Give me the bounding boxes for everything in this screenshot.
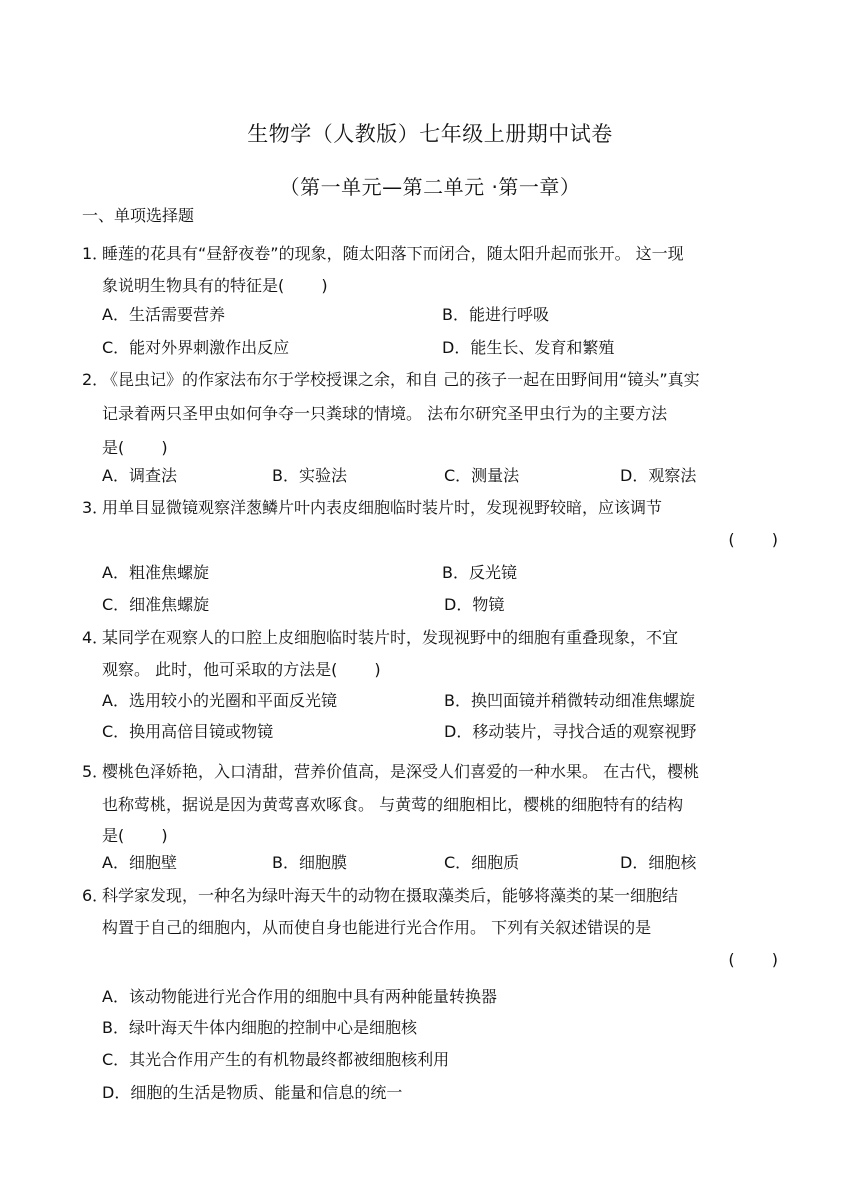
option-b: B．能进行呼吸 [442, 305, 549, 324]
option-b: B．实验法 [272, 466, 347, 485]
question-text: 观察。 此时，他可采取的方法是( ) [102, 660, 381, 679]
option-d: D．能生长、发育和繁殖 [442, 338, 615, 357]
option-c: C．能对外界刺激作出反应 [102, 338, 290, 357]
option-b: B．细胞膜 [272, 853, 347, 872]
exam-title: 生物学（人教版）七年级上册期中试卷 [247, 122, 613, 146]
option-d: D．细胞的生活是物质、能量和信息的统一 [102, 1083, 403, 1102]
option-a: A．细胞壁 [102, 853, 177, 872]
option-c: C．细准焦螺旋 [102, 595, 210, 614]
option-b: B．换凹面镜并稍微转动细准焦螺旋 [444, 691, 695, 710]
question-text: 是( ) [102, 438, 168, 457]
option-d: D．物镜 [444, 595, 505, 614]
question-number: 5． [82, 762, 109, 781]
question-text: 用单目显微镜观察洋葱鳞片叶内表皮细胞临时装片时，发现视野较暗，应该调节 [102, 498, 663, 517]
question-text: 《昆虫记》的作家法布尔于学校授课之余，和自 己的孩子一起在田野间用“镜头”真实 [102, 370, 700, 389]
option-c: C．细胞质 [444, 853, 520, 872]
option-a: A．该动物能进行光合作用的细胞中具有两种能量转换器 [102, 987, 497, 1006]
question-text: 象说明生物具有的特征是( ) [102, 276, 328, 295]
question-text: 构置于自己的细胞内，从而使自身也能进行光合作用。 下列有关叙述错误的是 [102, 918, 652, 937]
option-a: A．粗准焦螺旋 [102, 563, 209, 582]
question-number: 4． [82, 628, 109, 647]
option-a: A．选用较小的光圈和平面反光镜 [102, 691, 337, 710]
section-heading: 一、单项选择题 [82, 206, 195, 225]
option-c: C．换用高倍目镜或物镜 [102, 722, 274, 741]
answer-paren: ( ) [728, 530, 778, 549]
option-b: B．反光镜 [442, 563, 517, 582]
option-d: D．移动装片，寻找合适的观察视野 [444, 722, 697, 741]
question-number: 1． [82, 244, 109, 263]
question-number: 6． [82, 886, 109, 905]
answer-paren: ( ) [728, 950, 778, 969]
question-text: 某同学在观察人的口腔上皮细胞临时装片时，发现视野中的细胞有重叠现象，不宜 [102, 628, 679, 647]
question-number: 2． [82, 370, 109, 389]
question-text: 记录着两只圣甲虫如何争夺一只粪球的情境。 法布尔研究圣甲虫行为的主要方法 [102, 404, 668, 423]
question-text: 樱桃色泽娇艳，入口清甜，营养价值高，是深受人们喜爱的一种水果。 在古代，樱桃 [102, 762, 700, 781]
question-text: 科学家发现，一种名为绿叶海天牛的动物在摄取藻类后，能够将藻类的某一细胞结 [102, 886, 679, 905]
option-a: A．生活需要营养 [102, 305, 225, 324]
question-number: 3． [82, 498, 109, 517]
option-a: A．调查法 [102, 466, 177, 485]
question-text: 也称莺桃，据说是因为黄莺喜欢啄食。 与黄莺的细胞相比，樱桃的细胞特有的结构 [102, 795, 684, 814]
option-c: C．测量法 [444, 466, 520, 485]
question-text: 是( ) [102, 826, 168, 845]
question-text: 睡莲的花具有“昼舒夜卷”的现象，随太阳落下而闭合，随太阳升起而张开。 这一现 [102, 244, 684, 263]
option-b: B．绿叶海天牛体内细胞的控制中心是细胞核 [102, 1018, 417, 1037]
exam-subtitle: （第一单元—第二单元 ·第一章） [279, 175, 581, 199]
option-d: D．细胞核 [620, 853, 697, 872]
option-d: D．观察法 [620, 466, 697, 485]
option-c: C．其光合作用产生的有机物最终都被细胞核利用 [102, 1050, 450, 1069]
